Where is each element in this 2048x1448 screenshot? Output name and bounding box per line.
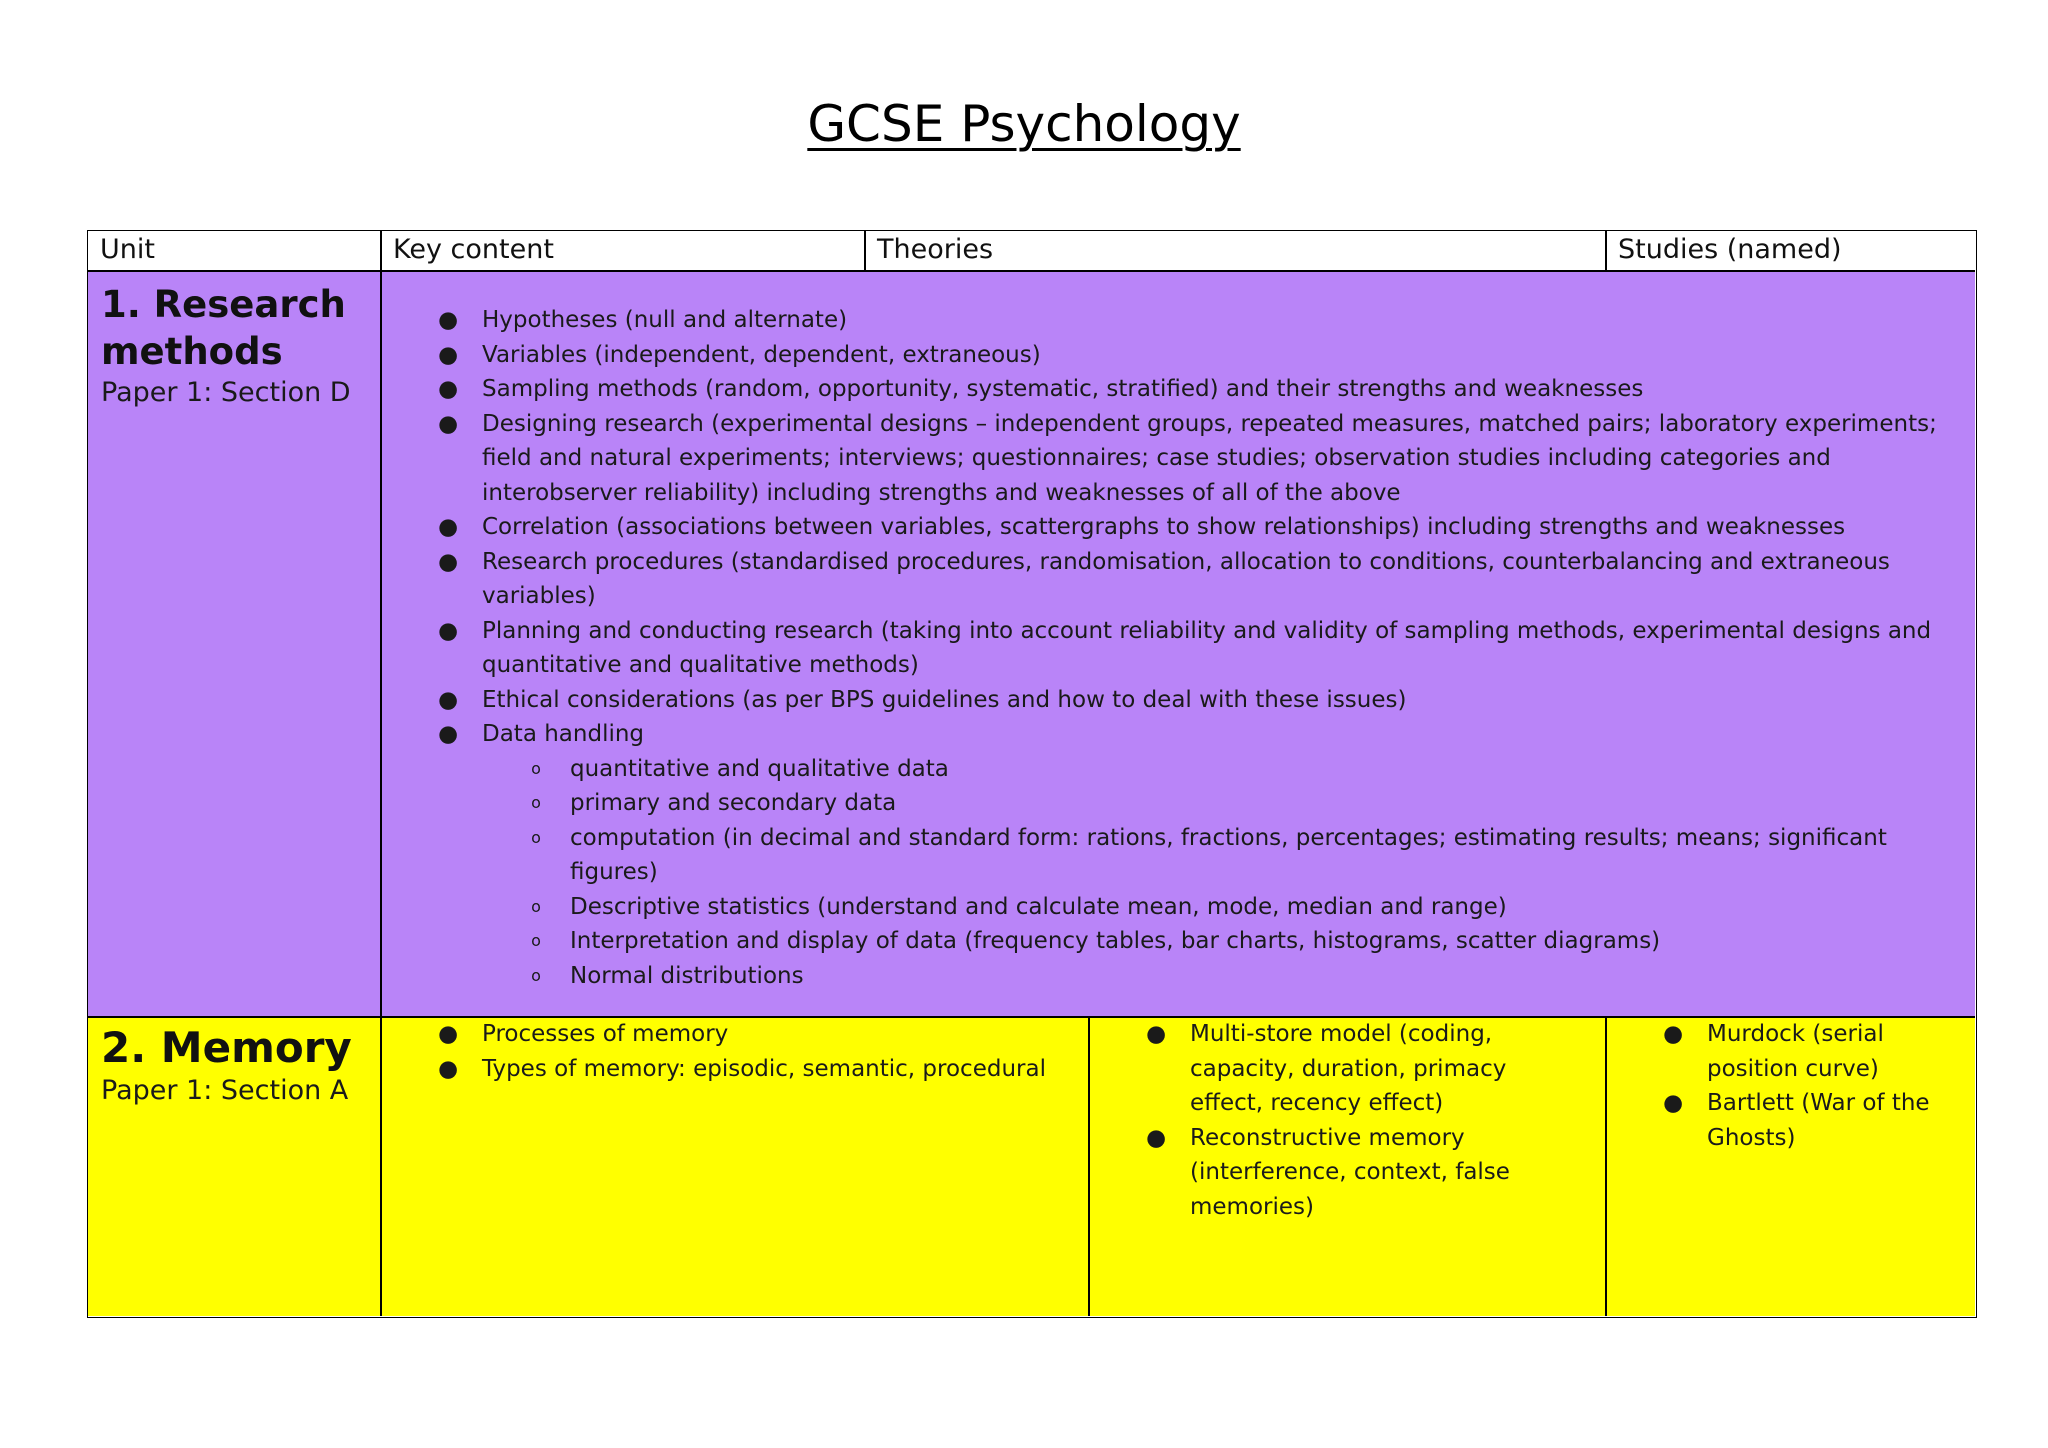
circle-bullet-icon: o xyxy=(531,827,541,847)
research-methods-title xyxy=(101,281,380,375)
page-title: GCSE Psychology xyxy=(807,95,1241,153)
memory-unit-cell xyxy=(88,1017,380,1316)
list-item: ● Ethical considerations (as per BPS guidelines and how to deal with these issues) xyxy=(438,683,1945,718)
bullet-icon: ● xyxy=(1146,1021,1167,1047)
memory-studies-list xyxy=(1663,1017,1945,1155)
list-item: ● Processes of memory xyxy=(438,1017,1078,1052)
bullet-icon: ● xyxy=(438,721,459,747)
list-item: ● Reconstructive memory (interference, context, false memories) xyxy=(1146,1121,1575,1225)
column-divider xyxy=(1605,1016,1607,1316)
bullet-icon: ● xyxy=(1663,1021,1684,1047)
list-item: ● Research procedures (standardised procedures, randomisation, allocation to conditions, counterbalancing and extraneous variables) xyxy=(438,545,1945,614)
memory-theories-cell xyxy=(1089,1017,1605,1316)
bullet-icon: ● xyxy=(438,686,459,713)
header-unit: Unit xyxy=(100,234,155,265)
column-divider xyxy=(1088,1016,1090,1316)
research-methods-title-line1: 1. Research xyxy=(101,283,346,326)
circle-bullet-icon: o xyxy=(531,758,541,778)
syllabus-table xyxy=(87,230,1977,1318)
list-item: ● Planning and conducting research (taking into account reliability and validity of sampling methods, experimental designs and quantitative and qualitative methods) xyxy=(438,614,1945,683)
memory-title: 2. Memory xyxy=(101,1023,352,1072)
research-methods-content-cell xyxy=(381,271,1975,1016)
bullet-icon: ● xyxy=(438,341,459,368)
memory-studies-cell xyxy=(1606,1017,1975,1316)
list-item: ● Correlation (associations between variables, scattergraphs to show relationships) including strengths and weaknesses xyxy=(438,510,1945,545)
bullet-icon: ● xyxy=(438,514,459,540)
list-item: ● Bartlett (War of the Ghosts) xyxy=(1663,1086,1945,1155)
memory-key-content-cell xyxy=(381,1017,1088,1316)
header-key-content: Key content xyxy=(393,234,554,265)
memory-key-content-list xyxy=(438,1017,1078,1086)
sub-list-item: o Descriptive statistics (understand and calculate mean, mode, median and range) xyxy=(526,890,1945,925)
research-methods-unit-cell xyxy=(88,271,380,1016)
list-item: ● Types of memory: episodic, semantic, procedural xyxy=(438,1052,1078,1087)
list-item: ● Multi-store model (coding, capacity, duration, primacy effect, recency effect) xyxy=(1146,1017,1575,1121)
circle-bullet-icon: o xyxy=(531,965,541,985)
sub-list-item: o primary and secondary data xyxy=(526,786,1945,821)
list-item: ● Variables (independent, dependent, extraneous) xyxy=(438,338,1945,373)
research-methods-paper: Paper 1: Section D xyxy=(101,377,351,408)
header-studies: Studies (named) xyxy=(1618,234,1842,265)
column-divider xyxy=(380,231,382,1316)
bullet-icon: ● xyxy=(438,617,459,644)
column-divider xyxy=(1605,231,1607,271)
header-divider xyxy=(88,270,1975,272)
circle-bullet-icon: o xyxy=(531,896,541,916)
list-item: ● Designing research (experimental designs – independent groups, repeated measures, matched pairs; laboratory experiments; field and natural experiments; interviews; questionnaires; case studies; observation studies including categories and interobserver reliability) including strengths and weaknesses of all of the above xyxy=(438,407,1945,511)
sub-list-item: o computation (in decimal and standard form: rations, fractions, percentages; estimating results; means; significant figures) xyxy=(526,821,1945,890)
column-divider xyxy=(864,231,866,271)
bullet-icon: ● xyxy=(438,376,459,402)
data-handling-sublist xyxy=(482,752,1945,994)
sub-list-item: o quantitative and qualitative data xyxy=(526,752,1945,787)
list-item: ● Data handling o quantitative and qualitative data o primary and secondary data o computation (in decimal and standard form: rations, fractions, percentages; estimating results; means; significant figures) o Descriptive statistics (understand and calculate mean, mode, median and range) o Interpretation and display of data (frequency tables, bar charts, histograms, scatter diagrams) o Normal distributions xyxy=(438,717,1945,993)
memory-theories-list xyxy=(1146,1017,1575,1224)
list-item: ● Sampling methods (random, opportunity, systematic, stratified) and their strengths and weaknesses xyxy=(438,372,1945,407)
circle-bullet-icon: o xyxy=(531,793,541,812)
bullet-icon: ● xyxy=(438,1055,459,1082)
sub-list-item: o Normal distributions xyxy=(526,959,1945,994)
list-item: ● Murdock (serial position curve) xyxy=(1663,1017,1945,1086)
sub-list-item: o Interpretation and display of data (frequency tables, bar charts, histograms, scatter diagrams) xyxy=(526,924,1945,959)
list-item: ● Hypotheses (null and alternate) xyxy=(438,303,1945,338)
header-theories: Theories xyxy=(877,234,994,265)
research-methods-title-line2: methods xyxy=(101,330,283,373)
bullet-icon: ● xyxy=(1146,1124,1167,1151)
bullet-icon: ● xyxy=(438,1021,459,1047)
bullet-icon: ● xyxy=(1663,1090,1684,1116)
memory-paper: Paper 1: Section A xyxy=(101,1075,349,1106)
row-divider xyxy=(88,1016,1975,1018)
bullet-icon: ● xyxy=(438,548,459,575)
circle-bullet-icon: o xyxy=(531,931,541,950)
bullet-icon: ● xyxy=(438,410,459,437)
research-methods-list xyxy=(438,303,1945,993)
bullet-icon: ● xyxy=(438,307,459,333)
